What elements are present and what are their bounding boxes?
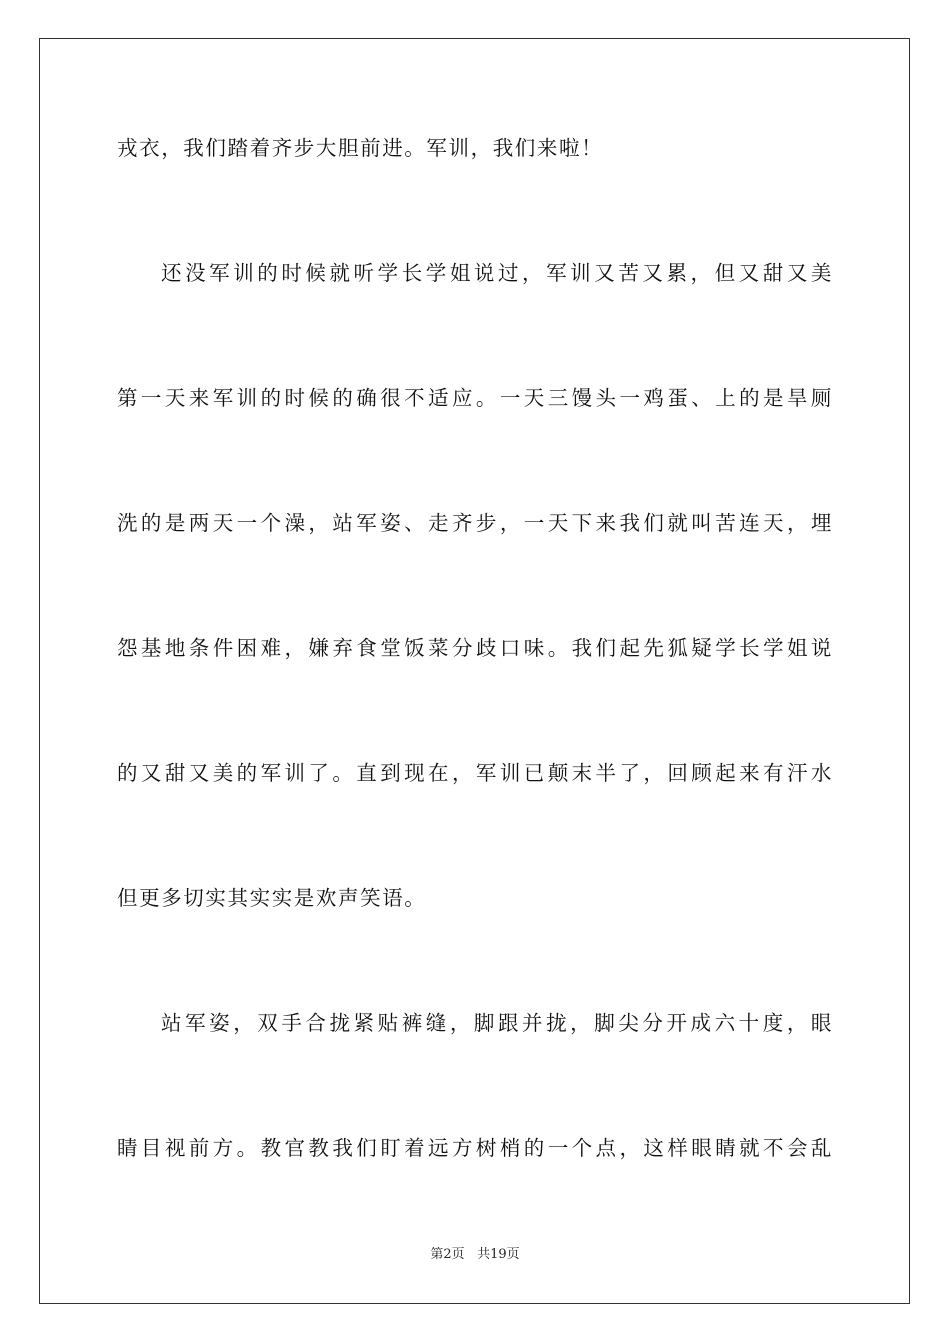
text-line-4: 洗的是两天一个澡，站军姿、走齐步，一天下来我们就叫苦连天，埋 bbox=[117, 511, 833, 535]
text-line-2: 还没军训的时候就听学长学姐说过，军训又苦又累，但又甜又美 bbox=[161, 261, 833, 285]
text-line-3: 第一天来军训的时候的确很不适应。一天三馒头一鸡蛋、上的是旱厕 bbox=[117, 386, 833, 410]
text-line-7: 但更多切实其实实是欢声笑语。 bbox=[117, 886, 427, 910]
page-footer bbox=[0, 1246, 950, 1264]
page-total: 共19页 bbox=[477, 1247, 520, 1262]
text-line-6: 的又甜又美的军训了。直到现在，军训已颠末半了，回顾起来有汗水 bbox=[117, 761, 833, 785]
text-line-9: 睛目视前方。教官教我们盯着远方树梢的一个点，这样眼睛就不会乱 bbox=[117, 1136, 833, 1160]
text-line-1: 戎衣，我们踏着齐步大胆前进。军训，我们来啦！ bbox=[117, 136, 604, 160]
page-frame bbox=[39, 38, 910, 1304]
text-line-8: 站军姿，双手合拢紧贴裤缝，脚跟并拢，脚尖分开成六十度，眼 bbox=[161, 1011, 833, 1035]
page-number: 第2页 bbox=[430, 1247, 465, 1262]
text-line-5: 怨基地条件困难，嫌弃食堂饭菜分歧口味。我们起先狐疑学长学姐说 bbox=[117, 636, 833, 660]
